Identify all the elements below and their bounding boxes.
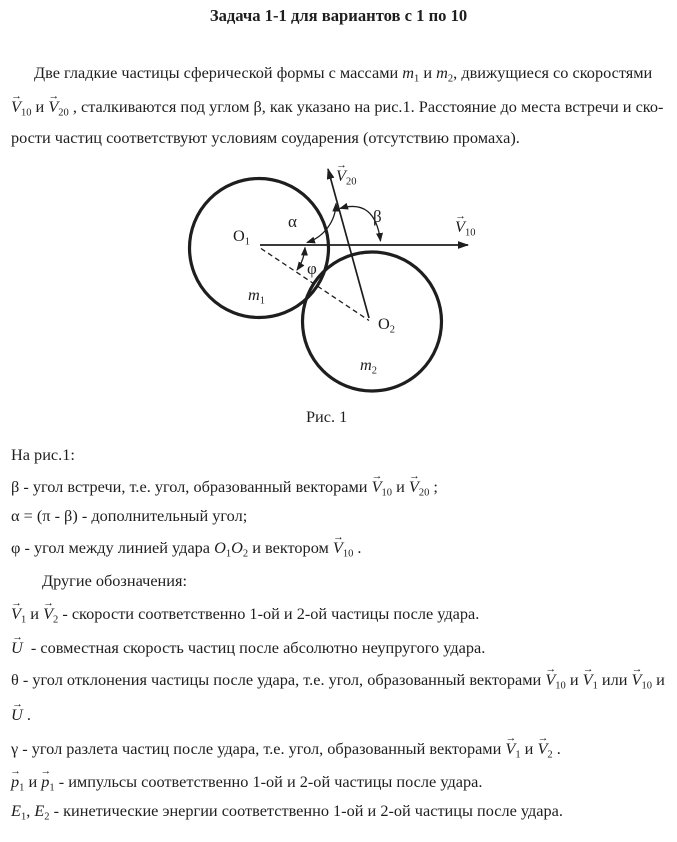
phi-angle-arc [297, 248, 305, 271]
legend-line-e: $E_1$, $E_2$ - кинетические энергии соответственно 1-ой и 2-ой частицы после удара. [11, 801, 563, 823]
legend-line-phi: φ - угол между линией удара $O_1O_2$ и вектором → $V_{10}$ . [11, 538, 362, 565]
legend-line-u: → U - совместная скорость частиц после абсолютно неупругого удара. [11, 638, 485, 658]
beta-label: β [373, 207, 382, 226]
figure-caption: Рис. 1 [306, 407, 348, 426]
legend-line-v1v2: → $V_1$ $и \to V_2$ - скорости соответственно 1-ой и 2-ой частицы после удара. [11, 604, 479, 631]
o1-label: $O_1$ [233, 226, 251, 248]
legend-line-alpha: α = (π - β) - дополнительный угол; [11, 506, 248, 525]
legend-line-na-ris: На рис.1: [11, 445, 75, 464]
legend-line-u2: → U . [11, 705, 31, 725]
intro-line-2: → $V_{10}$ $и \to V_{20}$ , сталкиваются под углом β, как указано на рис.1. Расстояние до места встречи и ско- [11, 97, 663, 124]
legend-line-gamma: γ - угол разлета частиц после удара, т.е. угол, образованный векторами → $V_1$ $и \to V_2$ . [11, 739, 561, 766]
alpha-label: α [288, 212, 297, 231]
v20-label: → $V_{20}$ [336, 166, 356, 192]
intro-line-3: рости частиц соответствуют условиям соударения (отсутствию промаха). [11, 128, 520, 147]
legend-line-beta: β - угол встречи, т.е. угол, образованный векторами → $V_{10}$ $и \to V_{20}$ ; [11, 477, 438, 504]
legend-line-theta: θ - угол отклонения частицы после удара, т.е. угол, образованный векторами → $V_{10}$ $и \to V_1$ или → $V_{10}$ и [11, 670, 665, 697]
v10-label: → $V_{10}$ [455, 217, 475, 243]
phi-label: φ [307, 259, 317, 278]
alpha-angle-arc [307, 204, 336, 243]
legend-line-other: Другие обозначения: [42, 571, 187, 590]
page-title: Задача 1-1 для вариантов с 1 по 10 [209, 6, 468, 25]
legend-line-p: → $p_1$ $и \to p_1$ - импульсы соответственно 1-ой и 2-ой частицы после удара. [11, 772, 482, 799]
m1-label: $m_1$ [248, 285, 266, 307]
m2-label: $m_2$ [360, 355, 378, 377]
intro-line-1: Две гладкие частицы сферической формы с массами $m_1$ и $m_2$, движущиеся со скоростями [34, 63, 653, 85]
o2-label: $O_2$ [378, 314, 396, 336]
